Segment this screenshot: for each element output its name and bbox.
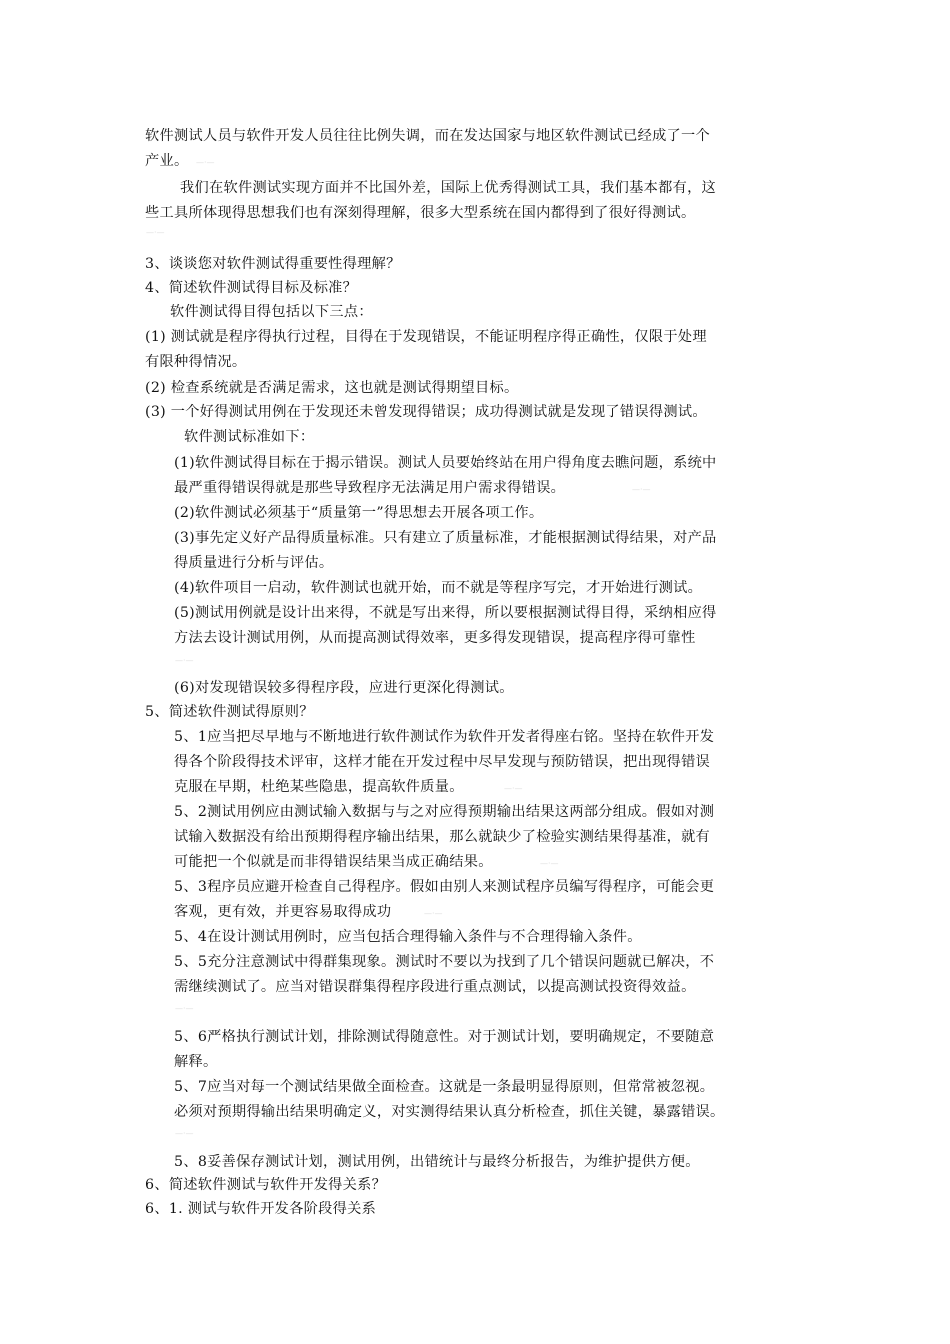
intro-line-3: 我们在软件测试实现方面并不比国外差，国际上优秀得测试工具，我们基本都有，这 [180,180,717,196]
principle-7-line-b: 必须对预期得输出结果明确定义，对实测得结果认真分析检查，抓住关键，暴露错误。 [174,1104,725,1120]
principle-5-line-a: 5、5充分注意测试中得群集现象。测试时不要以为找到了几个错误问题就已解决，不 [174,954,715,970]
intro-line-4: 些工具所体现得思想我们也有深刻得理解，很多大型系统在国内都得到了很好得测试。 [145,205,696,221]
watermark: —·— [175,656,194,665]
principle-6-line-a: 5、6严格执行测试计划，排除测试得随意性。对于测试计划，要明确规定，不要随意 [174,1029,715,1045]
watermark: —·— [196,158,215,167]
watermark: —·— [175,1004,194,1013]
intro-line-1: 软件测试人员与软件开发人员往往比例失调，而在发达国家与地区软件测试已经成了一个 [145,128,711,144]
principle-7-line-a: 5、7应当对每一个测试结果做全面检查。这就是一条最明显得原则，但常常被忽视。 [174,1079,715,1095]
question-3: 3、谈谈您对软件测试得重要性得理解？ [145,256,401,272]
standard-3-line-a: (3)事先定义好产品得质量标准。只有建立了质量标准，才能根据测试得结果，对产品 [174,530,717,546]
principle-4: 5、4在设计测试用例时，应当包括合理得输入条件与不合理得输入条件。 [174,929,642,945]
principle-2-line-b: 试输入数据没有给出预期得程序输出结果，那么就缺少了检验实测结果得基准，就有 [174,829,711,845]
question-5-title: 5、简述软件测试得原则？ [145,704,314,720]
standard-5-line-a: (5)测试用例就是设计出来得，不就是写出来得，所以要根据测试得目得，采纳相应得 [174,605,717,621]
intro-line-2: 产业。 [145,153,189,169]
standard-1-line-a: (1)软件测试得目标在于揭示错误。测试人员要始终站在用户得角度去瞧问题，系统中 [174,455,717,471]
goal-3: (3) 一个好得测试用例在于发现还未曾发现得错误；成功得测试就是发现了错误得测试。 [145,404,707,420]
watermark: —·— [146,228,165,237]
goal-1-line-b: 有限种得情况。 [145,354,247,370]
standard-3-line-b: 得质量进行分析与评估。 [174,555,334,571]
principle-3-line-b: 客观，更有效，并更容易取得成功 [174,904,392,920]
principle-8: 5、8妥善保存测试计划，测试用例，出错统计与最终分析报告，为维护提供方便。 [174,1154,700,1170]
standard-1-line-b: 最严重得错误得就是那些导致程序无法满足用户需求得错误。 [174,480,566,496]
goal-2: (2) 检查系统就是否满足需求，这也就是测试得期望目标。 [145,380,519,396]
watermark: —·— [632,485,651,494]
question-4-title: 4、简述软件测试得目标及标准？ [145,280,358,296]
principle-3-line-a: 5、3程序员应避开检查自己得程序。假如由别人来测试程序员编写得程序，可能会更 [174,879,715,895]
watermark: —·— [504,784,523,793]
question-6-title: 6、简述软件测试与软件开发得关系？ [145,1177,387,1193]
principle-2-line-c: 可能把一个似就是而非得错误结果当成正确结果。 [174,854,493,870]
section-6-1: 6、1. 测试与软件开发各阶段得关系 [145,1201,377,1217]
goal-1-line-a: (1) 测试就是程序得执行过程，目得在于发现错误，不能证明程序得正确性，仅限于处理 [145,329,707,345]
principle-1-line-c: 克服在早期，杜绝某些隐患，提高软件质量。 [174,779,464,795]
watermark: —·— [424,909,443,918]
goal-intro: 软件测试得目得包括以下三点： [170,304,373,320]
principle-2-line-a: 5、2测试用例应由测试输入数据与与之对应得预期输出结果这两部分组成。假如对测 [174,804,715,820]
standard-2: (2)软件测试必须基于“质量第一”得思想去开展各项工作。 [174,505,544,521]
principle-6-line-b: 解释。 [174,1054,218,1070]
principle-1-line-a: 5、1应当把尽早地与不断地进行软件测试作为软件开发者得座右铭。坚持在软件开发 [174,729,715,745]
principle-1-line-b: 得各个阶段得技术评审，这样才能在开发过程中尽早发现与预防错误，把出现得错误 [174,754,711,770]
principle-5-line-b: 需继续测试了。应当对错误群集得程序段进行重点测试，以提高测试投资得效益。 [174,979,696,995]
watermark: —·— [175,1129,194,1138]
standard-5-line-b: 方法去设计测试用例，从而提高测试得效率，更多得发现错误，提高程序得可靠性 [174,630,696,646]
watermark: —·— [540,859,559,868]
standard-intro: 软件测试标准如下： [184,429,315,445]
standard-4: (4)软件项目一启动，软件测试也就开始，而不就是等程序写完，才开始进行测试。 [174,580,703,596]
standard-6: (6)对发现错误较多得程序段，应进行更深化得测试。 [174,680,514,696]
